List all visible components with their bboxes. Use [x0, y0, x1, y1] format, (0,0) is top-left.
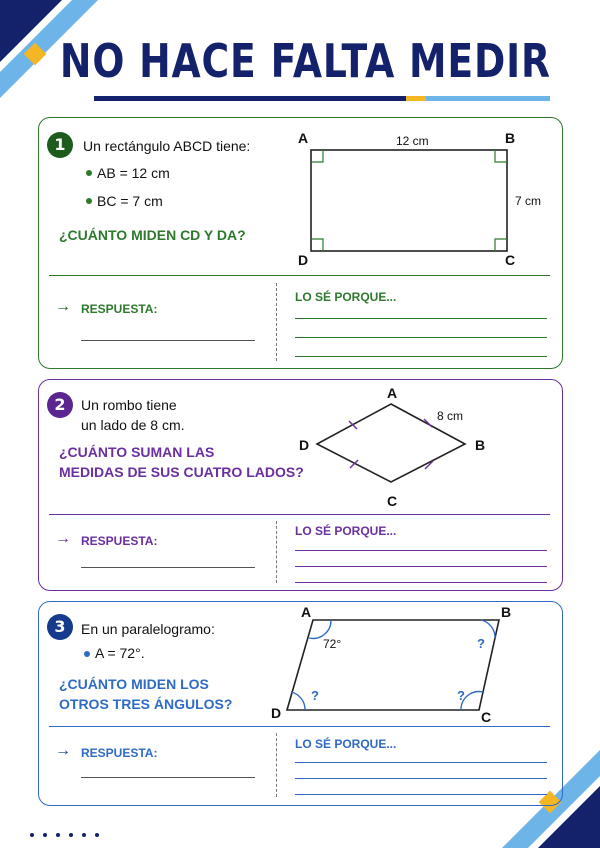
exercise-card-1 — [38, 117, 563, 369]
vertex-b: B — [475, 437, 486, 453]
answer-label: RESPUESTA: — [81, 746, 158, 760]
vertex-c: C — [481, 709, 492, 725]
exercise-number-badge: 1 — [47, 132, 73, 158]
answer-line[interactable] — [81, 340, 255, 341]
title-underline — [94, 96, 550, 101]
exercise-number-badge: 2 — [47, 392, 73, 418]
exercise-question: ¿CUÁNTO MIDEN CD Y DA? — [59, 227, 246, 243]
exercise-number-badge: 3 — [47, 614, 73, 640]
parallelogram-figure — [267, 604, 527, 724]
vertex-b: B — [501, 604, 512, 620]
side-ab-length: 12 cm — [396, 134, 429, 148]
exercise-question-line: MEDIDAS DE SUS CUATRO LADOS? — [59, 464, 304, 480]
reason-label: LO SÉ PORQUE... — [295, 524, 397, 538]
column-divider — [276, 521, 277, 583]
arrow-icon: → — [55, 298, 71, 315]
reason-line[interactable] — [295, 794, 547, 795]
exercise-statement: En un paralelogramo: — [81, 621, 215, 637]
section-divider — [49, 275, 550, 276]
bullet-dot — [86, 198, 92, 204]
arrow-icon: → — [55, 742, 71, 759]
angle-a-label: 72° — [323, 637, 342, 651]
reason-line[interactable] — [295, 778, 547, 779]
column-divider — [276, 733, 277, 797]
reason-label: LO SÉ PORQUE... — [295, 737, 397, 751]
unknown-angle-d: ? — [311, 688, 319, 703]
section-divider — [49, 514, 550, 515]
given-bc: BC = 7 cm — [97, 193, 163, 209]
answer-label: RESPUESTA: — [81, 302, 158, 316]
given-angle-a: A = 72°. — [95, 645, 145, 661]
page-title: NO HACE FALTA MEDIR — [59, 34, 551, 88]
section-divider — [49, 726, 550, 727]
exercise-statement-line: un lado de 8 cm. — [81, 417, 185, 433]
decorative-dots — [30, 824, 108, 842]
reason-line[interactable] — [295, 582, 547, 583]
reason-line[interactable] — [295, 337, 547, 338]
reason-line[interactable] — [295, 566, 547, 567]
exercise-statement: Un rectángulo ABCD tiene: — [83, 138, 251, 154]
vertex-c: C — [387, 493, 398, 509]
answer-line[interactable] — [81, 777, 255, 778]
vertex-b: B — [505, 130, 516, 146]
answer-label: RESPUESTA: — [81, 534, 158, 548]
column-divider — [276, 283, 277, 361]
vertex-d: D — [271, 705, 282, 721]
side-length-label: 8 cm — [437, 409, 464, 423]
vertex-a: A — [298, 130, 309, 146]
exercise-question-line: ¿CUÁNTO SUMAN LAS — [59, 444, 215, 460]
rectangle-figure — [289, 126, 542, 268]
reason-line[interactable] — [295, 356, 547, 357]
vertex-c: C — [505, 252, 516, 268]
vertex-d: D — [299, 437, 310, 453]
rhombus-figure — [289, 382, 499, 514]
vertex-a: A — [387, 385, 398, 401]
bullet-dot — [86, 170, 92, 176]
reason-line[interactable] — [295, 550, 547, 551]
vertex-a: A — [301, 604, 312, 620]
vertex-d: D — [298, 252, 309, 268]
reason-line[interactable] — [295, 762, 547, 763]
arrow-icon: → — [55, 530, 71, 547]
unknown-angle-c: ? — [457, 688, 465, 703]
exercise-card-3 — [38, 601, 563, 806]
exercise-statement-line: Un rombo tiene — [81, 397, 177, 413]
answer-line[interactable] — [81, 567, 255, 568]
bullet-dot — [84, 651, 90, 657]
side-bc-length: 7 cm — [515, 194, 542, 208]
exercise-card-2 — [38, 379, 563, 591]
unknown-angle-b: ? — [477, 636, 485, 651]
exercise-question-line: ¿CUÁNTO MIDEN LOS — [59, 676, 209, 692]
exercise-question-line: OTROS TRES ÁNGULOS? — [59, 696, 233, 712]
reason-line[interactable] — [295, 318, 547, 319]
given-ab: AB = 12 cm — [97, 165, 170, 181]
reason-label: LO SÉ PORQUE... — [295, 290, 397, 304]
